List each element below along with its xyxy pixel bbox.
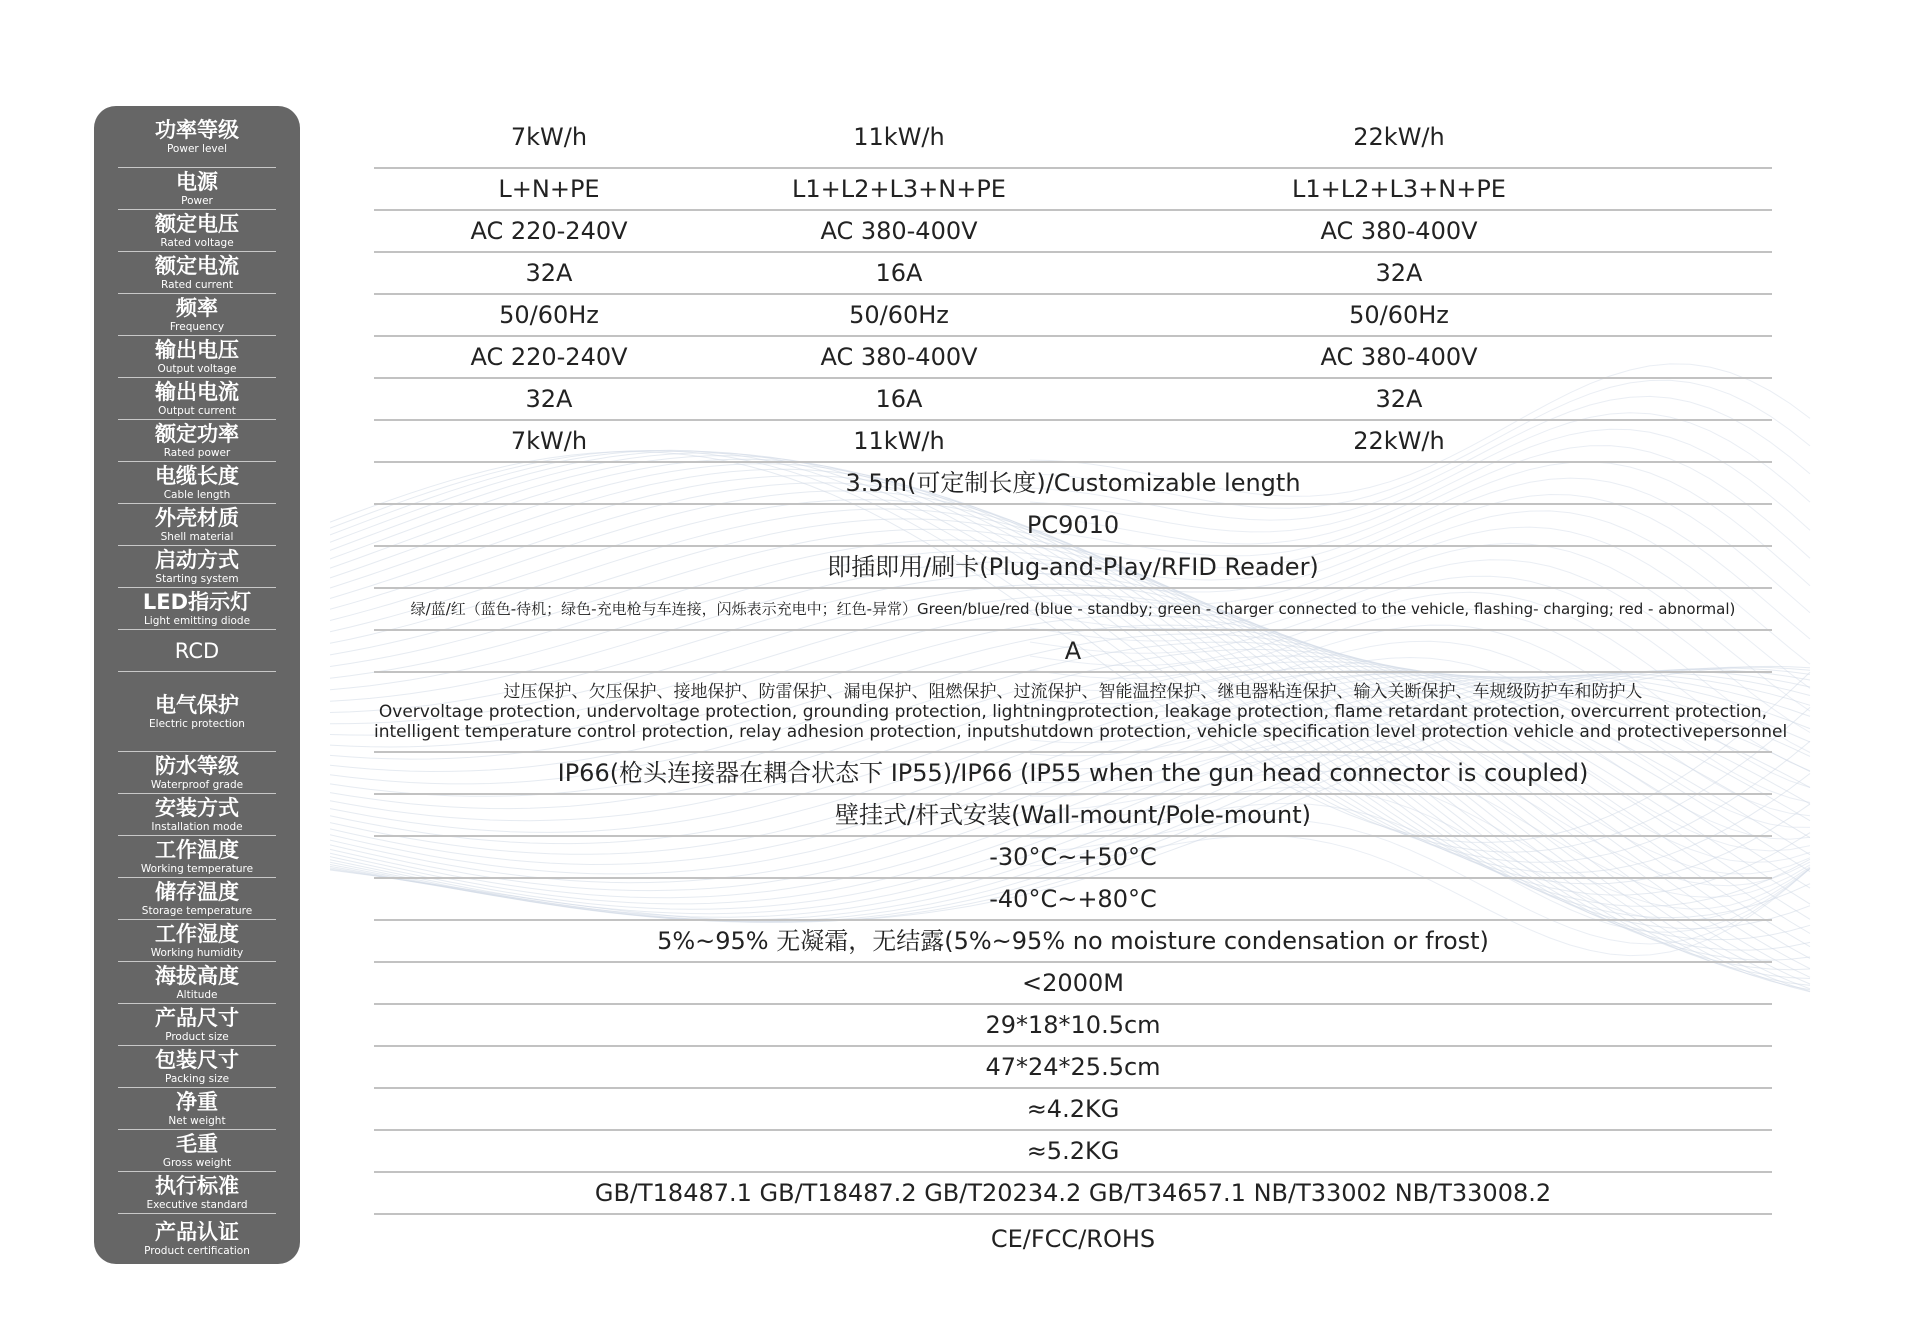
table-row [374, 420, 1772, 462]
table-cell: AC 220-240V [470, 217, 628, 245]
table-cell: 7kW/h [510, 123, 588, 151]
row-label [94, 588, 300, 630]
row-label-zh: 防水等级 [155, 754, 239, 778]
table-cell: 11kW/h [853, 427, 945, 455]
row-label-en: Cable length [163, 489, 231, 501]
table-cell: ≈5.2KG [1026, 1137, 1120, 1165]
row-label-zh: 安装方式 [155, 796, 239, 820]
row-label-en: Output current [158, 405, 236, 417]
row-label [94, 378, 300, 420]
table-row [374, 1172, 1772, 1214]
row-label [94, 420, 300, 462]
table-cell: 5%~95% 无凝霜，无结露(5%~95% no moisture condensation or frost) [657, 927, 1489, 955]
table-row [374, 588, 1772, 630]
row-label-zh: 产品认证 [155, 1220, 239, 1244]
row-label-en: Light emitting diode [143, 615, 251, 627]
table-cell: 29*18*10.5cm [985, 1011, 1161, 1039]
table-row [374, 1004, 1772, 1046]
row-label [94, 106, 300, 168]
table-row [374, 546, 1772, 588]
table-row [374, 962, 1772, 1004]
row-label [94, 836, 300, 878]
row-label [94, 462, 300, 504]
table-cell: 16A [875, 259, 923, 287]
table-cell: 7kW/h [510, 427, 588, 455]
table-row [374, 920, 1772, 962]
protection-line: 过压保护、欠压保护、接地保护、防雷保护、漏电保护、阻燃保护、过流保护、智能温控保护、继电器粘连保护、输入关断保护、车规级防护车和防护人 [503, 682, 1643, 702]
row-label-zh: 工作温度 [155, 838, 239, 862]
table-cell: 11kW/h [853, 123, 945, 151]
row-label-zh: 包装尺寸 [155, 1048, 239, 1072]
table-cell: 22kW/h [1353, 123, 1445, 151]
spec-table [374, 106, 1788, 1264]
row-label [94, 252, 300, 294]
table-cell: 3.5m(可定制长度)/Customizable length [845, 469, 1301, 497]
table-cell: <2000M [1022, 969, 1124, 997]
row-label-zh: 净重 [176, 1090, 218, 1114]
table-row [374, 752, 1772, 794]
row-label [94, 294, 300, 336]
table-cell: AC 220-240V [470, 343, 628, 371]
table-row [374, 1130, 1772, 1172]
row-label-zh: 储存温度 [155, 880, 239, 904]
table-cell: 16A [875, 385, 923, 413]
row-label [94, 504, 300, 546]
row-label-en: Shell material [160, 531, 234, 543]
row-label [94, 1172, 300, 1214]
row-label-en: Frequency [169, 321, 225, 333]
table-cell: L1+L2+L3+N+PE [792, 175, 1006, 203]
row-label [94, 336, 300, 378]
row-label [94, 794, 300, 836]
table-cell: 32A [1375, 385, 1423, 413]
table-cell-multiline [374, 682, 1788, 742]
row-label [94, 878, 300, 920]
table-cell: AC 380-400V [820, 343, 978, 371]
table-row [374, 168, 1772, 210]
row-label-zh: 执行标准 [155, 1174, 239, 1198]
row-label-zh: 额定电压 [155, 212, 239, 236]
table-row [374, 836, 1772, 878]
row-label [94, 920, 300, 962]
table-cell: L+N+PE [498, 175, 600, 203]
row-label [94, 630, 300, 672]
table-row [374, 378, 1772, 420]
table-row [374, 210, 1772, 252]
table-cell: 32A [525, 259, 573, 287]
row-label-zh: 电缆长度 [155, 464, 239, 488]
table-cell: 50/60Hz [499, 301, 599, 329]
row-label [94, 672, 300, 752]
table-row [374, 294, 1772, 336]
row-label-zh: 额定电流 [155, 254, 239, 278]
row-label-en: Rated power [163, 447, 231, 459]
row-label-zh: LED指示灯 [142, 590, 252, 614]
row-label-en: Power level [166, 143, 228, 155]
table-row [374, 1088, 1772, 1130]
row-label-zh: 电源 [176, 170, 218, 194]
table-cell: A [1064, 637, 1082, 665]
table-cell: 32A [525, 385, 573, 413]
protection-line: intelligent temperature control protection, relay adhesion protection, inputshutdown protection, vehicle specification level protection vehicle and protectivepersonnel [374, 722, 1788, 742]
row-label-en: Executive standard [146, 1199, 248, 1211]
row-label [94, 1130, 300, 1172]
row-label-en: Product certification [144, 1245, 250, 1257]
row-label-en: Installation mode [151, 821, 243, 833]
row-label-en: Working humidity [150, 947, 244, 959]
table-cell: AC 380-400V [820, 217, 978, 245]
row-label [94, 168, 300, 210]
row-label [94, 1088, 300, 1130]
row-label-zh: 工作湿度 [155, 922, 239, 946]
row-label-en: Output voltage [157, 363, 237, 375]
row-label-zh: 启动方式 [155, 548, 239, 572]
table-cell: 即插即用/刷卡(Plug-and-Play/RFID Reader) [827, 553, 1319, 581]
table-cell: -30°C~+50°C [989, 843, 1157, 871]
table-cell: 50/60Hz [849, 301, 949, 329]
table-row [374, 878, 1772, 920]
row-label-en: Working temperature [140, 863, 254, 875]
row-label-zh: 电气保护 [155, 693, 239, 717]
row-label-en: Altitude [176, 989, 218, 1001]
row-label-en: Storage temperature [141, 905, 253, 917]
table-cell: 22kW/h [1353, 427, 1445, 455]
row-label [94, 1004, 300, 1046]
row-label-zh: 输出电流 [155, 380, 239, 404]
row-label-en: Power [181, 195, 213, 207]
row-label-zh: 功率等级 [155, 118, 239, 142]
protection-line: Overvoltage protection, undervoltage protection, grounding protection, lightningprotection, leakage protection, flame retardant protection, overcurrent protection, [378, 702, 1768, 722]
row-label [94, 962, 300, 1004]
row-label-en: Waterproof grade [150, 779, 244, 791]
row-label [94, 546, 300, 588]
row-label [94, 210, 300, 252]
row-label-en: Starting system [155, 573, 239, 585]
table-row [374, 1046, 1772, 1088]
row-label [94, 1214, 300, 1264]
table-cell: AC 380-400V [1320, 343, 1478, 371]
table-row [374, 504, 1772, 546]
row-label-en: Net weight [168, 1115, 226, 1127]
table-cell: 绿/蓝/红（蓝色-待机；绿色-充电枪与车连接，闪烁表示充电中；红色-异常）Green/blue/red (blue - standby; green - charger connected to the vehicle, flashing- charging; red - abnormal) [410, 600, 1736, 618]
spec-label-sidebar [94, 106, 300, 1264]
table-cell: ≈4.2KG [1026, 1095, 1120, 1123]
row-label-en: Electric protection [149, 718, 245, 730]
table-row [374, 630, 1772, 672]
table-cell: CE/FCC/ROHS [990, 1225, 1156, 1253]
row-label-zh: 频率 [176, 296, 218, 320]
table-row [374, 1214, 1772, 1264]
table-cell: GB/T18487.1 GB/T18487.2 GB/T20234.2 GB/T34657.1 NB/T33002 NB/T33008.2 [594, 1179, 1552, 1207]
row-label-zh: 毛重 [176, 1132, 218, 1156]
table-cell: PC9010 [1026, 511, 1120, 539]
row-label-en: Rated current [161, 279, 233, 291]
table-cell: 壁挂式/杆式安装(Wall-mount/Pole-mount) [835, 801, 1311, 829]
table-row [374, 106, 1772, 168]
table-row [374, 336, 1772, 378]
table-cell: 47*24*25.5cm [985, 1053, 1161, 1081]
table-cell: AC 380-400V [1320, 217, 1478, 245]
row-label-zh: 额定功率 [155, 422, 239, 446]
row-label-en: Packing size [164, 1073, 230, 1085]
table-row [374, 252, 1772, 294]
table-cell: -40°C~+80°C [989, 885, 1157, 913]
row-label-zh: RCD [174, 638, 220, 663]
table-row [374, 794, 1772, 836]
table-cell: 32A [1375, 259, 1423, 287]
row-label-en: Gross weight [162, 1157, 232, 1169]
row-label-en: Product size [165, 1031, 229, 1043]
table-row [374, 462, 1772, 504]
row-label-zh: 海拔高度 [155, 964, 239, 988]
table-cell: 50/60Hz [1349, 301, 1449, 329]
table-cell: L1+L2+L3+N+PE [1292, 175, 1506, 203]
row-label-en: Rated voltage [160, 237, 234, 249]
table-cell: IP66(枪头连接器在耦合状态下 IP55)/IP66 (IP55 when the gun head connector is coupled) [557, 759, 1589, 787]
row-label [94, 1046, 300, 1088]
row-label-zh: 输出电压 [155, 338, 239, 362]
row-label-zh: 产品尺寸 [155, 1006, 239, 1030]
row-label-zh: 外壳材质 [155, 506, 239, 530]
row-label [94, 752, 300, 794]
table-row [374, 672, 1788, 752]
